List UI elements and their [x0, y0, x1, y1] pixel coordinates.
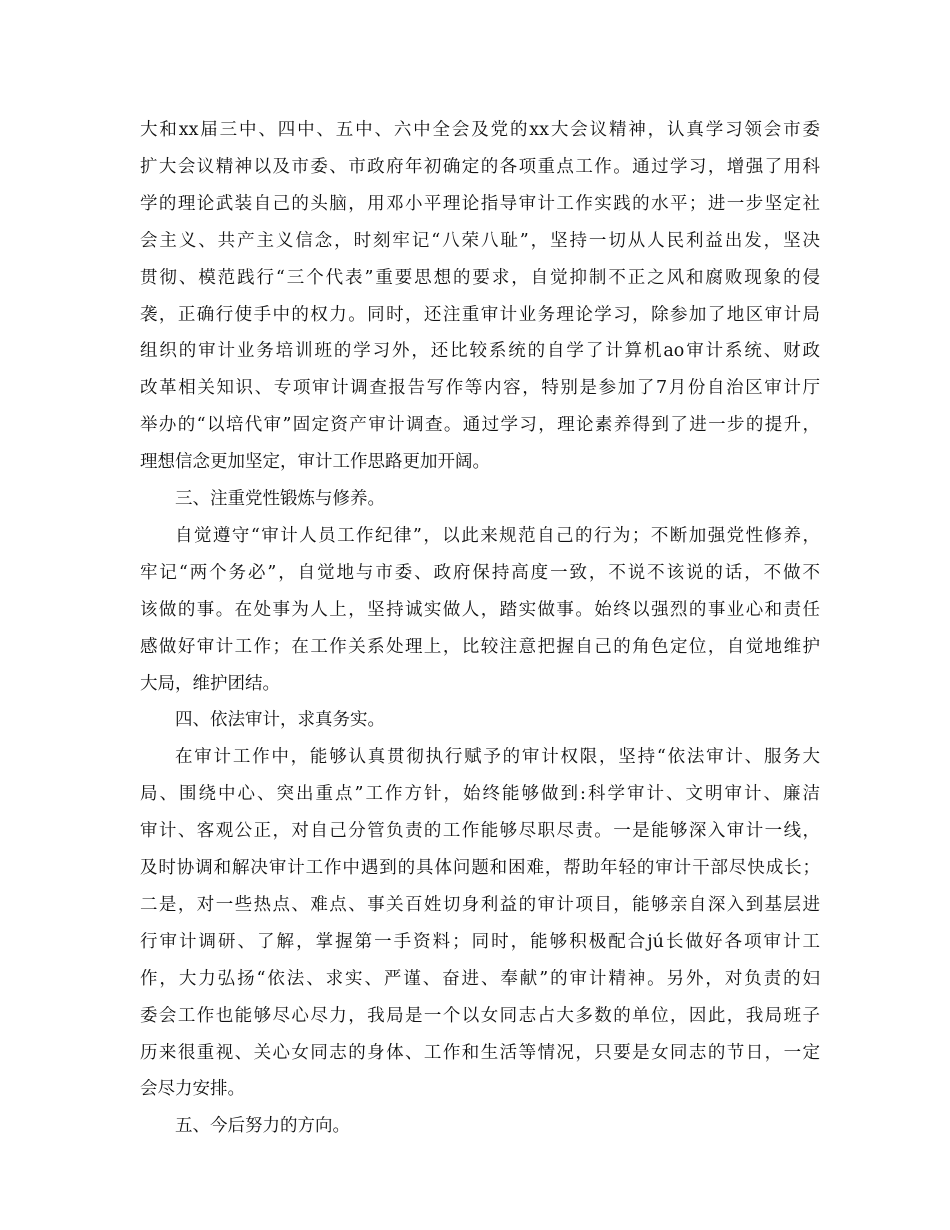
text-line: 审计、客观公正，对自己分管负责的工作能够尽职尽责。一是能够深入审计一线， — [140, 821, 820, 842]
text-line: 局、围绕中心、突出重点”工作方针，始终能够做到:科学审计、文明审计、廉洁 — [140, 784, 820, 805]
text-line: 三、注重党性锻炼与修养。 — [175, 489, 385, 509]
text-line: 二是，对一些热点、难点、事关百姓切身利益的审计项目，能够亲自深入到基层进 — [140, 894, 820, 915]
text-line: 会主义、共产主义信念，时刻牢记“八荣八耻”，坚持一切从人民利益出发，坚决 — [140, 230, 820, 251]
text-line: 贯彻、模范践行“三个代表”重要思想的要求，自觉抑制不正之风和腐败现象的侵 — [140, 267, 820, 288]
text-line: 委会工作也能够尽心尽力，我局是一个以女同志占大多数的单位，因此，我局班子 — [140, 1005, 820, 1026]
text-line: 举办的“以培代审”固定资产审计调查。通过学习，理论素养得到了进一步的提升， — [140, 415, 820, 436]
text-line: 大和xx届三中、四中、五中、六中全会及党的xx大会议精神，认真学习领会市委 — [140, 120, 820, 140]
text-line: 该做的事。在处事为人上，坚持诚实做人，踏实做事。始终以强烈的事业心和责任 — [140, 599, 820, 620]
text-line: 改革相关知识、专项审计调查报告写作等内容，特别是参加了7月份自治区审计厅 — [140, 378, 820, 399]
text-line: 自觉遵守“审计人员工作纪律”，以此来规范自己的行为；不断加强党性修养， — [175, 525, 820, 546]
text-line: 扩大会议精神以及市委、市政府年初确定的各项重点工作。通过学习，增强了用科 — [140, 156, 820, 177]
text-line: 五、今后努力的方向。 — [175, 1116, 350, 1137]
text-line: 袭，正确行使手中的权力。同时，还注重审计业务理论学习，除参加了地区审计局 — [140, 304, 820, 325]
text-line: 组织的审计业务培训班的学习外，还比较系统的自学了计算机ao审计系统、财政 — [140, 341, 820, 362]
text-line: 作，大力弘扬“依法、求实、严谨、奋进、奉献”的审计精神。另外，对负责的妇 — [140, 968, 820, 989]
text-line: 历来很重视、关心女同志的身体、工作和生活等情况，只要是女同志的节日，一定 — [140, 1042, 820, 1063]
text-line: 理想信念更加坚定，审计工作思路更加开阔。 — [140, 452, 490, 473]
text-line: 会尽力安排。 — [140, 1079, 245, 1100]
text-line: 感做好审计工作；在工作关系处理上，比较注意把握自己的角色定位，自觉地维护 — [140, 636, 820, 657]
text-line: 在审计工作中，能够认真贯彻执行赋予的审计权限，坚持“依法审计、服务大 — [175, 747, 820, 768]
text-line: 及时协调和解决审计工作中遇到的具体问题和困难，帮助年轻的审计干部尽快成长； — [140, 858, 820, 878]
text-line: 大局，维护团结。 — [140, 673, 280, 694]
text-line: 学的理论武装自己的头脑，用邓小平理论指导审计工作实践的水平；进一步坚定社 — [140, 193, 820, 214]
text-line: 行审计调研、了解，掌握第一手资料；同时，能够积极配合jú长做好各项审计工 — [140, 931, 820, 952]
text-line: 四、依法审计，求真务实。 — [175, 710, 385, 731]
text-line: 牢记“两个务必”，自觉地与市委、政府保持高度一致，不说不该说的话，不做不 — [140, 562, 820, 583]
